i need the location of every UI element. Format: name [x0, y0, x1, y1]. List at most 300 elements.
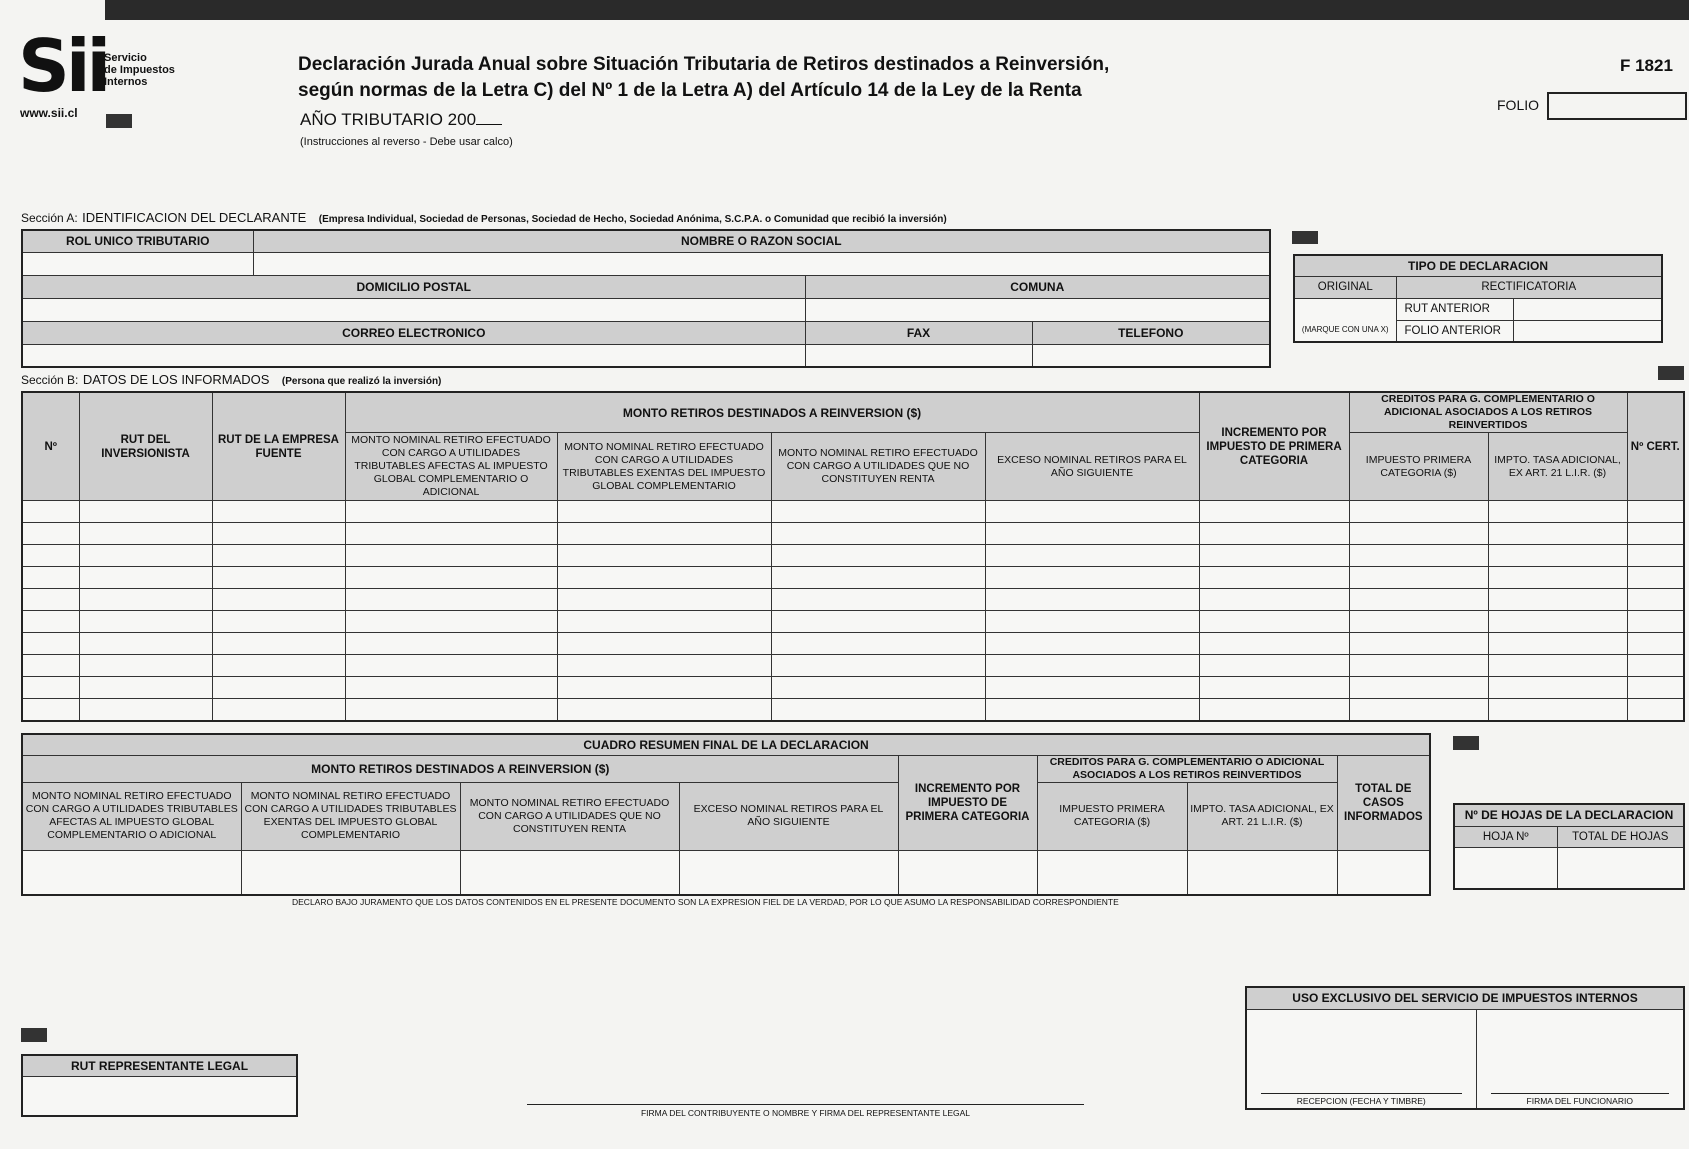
cell-input[interactable]: [348, 595, 555, 607]
table-cell[interactable]: [22, 699, 79, 721]
email-input[interactable]: [25, 350, 803, 362]
cell-input[interactable]: [82, 617, 210, 629]
rut-representante-label: RUT REPRESENTANTE LEGAL: [22, 1055, 297, 1076]
marker-block: [106, 114, 132, 128]
table-cell[interactable]: [771, 677, 985, 699]
resumen-value-input[interactable]: [244, 867, 458, 879]
table-cell[interactable]: [771, 611, 985, 633]
cell-input[interactable]: [1352, 617, 1486, 629]
resumen-table: [21, 733, 1431, 896]
phone-input[interactable]: [1035, 350, 1268, 362]
rectificatoria-option[interactable]: RECTIFICATORIA: [1396, 276, 1662, 298]
resumen-impuesto-primera: IMPUESTO PRIMERA CATEGORIA ($): [1037, 782, 1187, 850]
cell-input[interactable]: [25, 573, 77, 585]
cell-input[interactable]: [215, 507, 343, 519]
col-tasa-adicional: IMPTO. TASA ADICIONAL, EX ART. 21 L.I.R. ($): [1488, 433, 1627, 501]
cell-input[interactable]: [774, 617, 983, 629]
resumen-value-input[interactable]: [682, 867, 896, 879]
hoja-field[interactable]: [1454, 847, 1557, 889]
cell-input[interactable]: [1202, 639, 1347, 651]
cell-input[interactable]: [560, 507, 769, 519]
cell-input[interactable]: [25, 639, 77, 651]
rut-input[interactable]: [25, 259, 251, 271]
cell-input[interactable]: [1491, 595, 1625, 607]
cell-input[interactable]: [1352, 573, 1486, 585]
cell-input[interactable]: [560, 661, 769, 673]
cell-input[interactable]: [1352, 595, 1486, 607]
cell-input[interactable]: [1202, 617, 1347, 629]
cell-input[interactable]: [348, 683, 555, 695]
total-hojas-field[interactable]: [1557, 847, 1684, 889]
cell-input[interactable]: [988, 507, 1197, 519]
firma-funcionario-label: FIRMA DEL FUNCIONARIO: [1491, 1093, 1670, 1106]
table-cell[interactable]: [1349, 633, 1488, 655]
cell-input[interactable]: [215, 683, 343, 695]
signature-line[interactable]: [527, 1104, 1084, 1105]
cell-input[interactable]: [1352, 683, 1486, 695]
cell-input[interactable]: [560, 551, 769, 563]
table-cell[interactable]: [1199, 633, 1349, 655]
cell-input[interactable]: [1491, 551, 1625, 563]
cell-input[interactable]: [1352, 529, 1486, 541]
cell-input[interactable]: [560, 595, 769, 607]
cell-input[interactable]: [1491, 573, 1625, 585]
cell-input[interactable]: [1630, 661, 1682, 673]
fax-field[interactable]: [805, 344, 1032, 367]
cell-input[interactable]: [1630, 529, 1682, 541]
cell-input[interactable]: [1202, 573, 1347, 585]
cell-input[interactable]: [1202, 595, 1347, 607]
table-cell[interactable]: [212, 611, 345, 633]
cell-input[interactable]: [1630, 617, 1682, 629]
cell-input[interactable]: [348, 507, 555, 519]
rut-anterior-field[interactable]: [1513, 298, 1662, 320]
table-cell[interactable]: [79, 523, 212, 545]
cell-input[interactable]: [348, 661, 555, 673]
cell-input[interactable]: [1491, 704, 1625, 716]
cell-input[interactable]: [774, 683, 983, 695]
table-cell[interactable]: [1627, 545, 1684, 567]
table-cell[interactable]: [212, 523, 345, 545]
table-cell[interactable]: [22, 567, 79, 589]
cell-input[interactable]: [988, 551, 1197, 563]
table-cell[interactable]: [22, 501, 79, 523]
cell-input[interactable]: [560, 639, 769, 651]
table-cell[interactable]: [1199, 611, 1349, 633]
cell-input[interactable]: [215, 529, 343, 541]
table-cell[interactable]: [1349, 611, 1488, 633]
table-cell[interactable]: [985, 567, 1199, 589]
table-cell[interactable]: [771, 699, 985, 721]
table-cell[interactable]: [557, 589, 771, 611]
table-cell[interactable]: [1627, 633, 1684, 655]
resumen-value-input[interactable]: [463, 867, 677, 879]
folio-field[interactable]: [1547, 92, 1687, 120]
resumen-value-cell[interactable]: [898, 850, 1037, 895]
table-cell[interactable]: [1349, 545, 1488, 567]
cell-input[interactable]: [82, 573, 210, 585]
table-cell[interactable]: [79, 589, 212, 611]
table-cell[interactable]: [1488, 699, 1627, 721]
table-cell[interactable]: [771, 501, 985, 523]
total-hojas-input[interactable]: [1560, 863, 1682, 875]
col-incremento: INCREMENTO POR IMPUESTO DE PRIMERA CATEGORIA: [1199, 392, 1349, 501]
table-cell[interactable]: [22, 611, 79, 633]
col-rut-empresa: RUT DE LA EMPRESA FUENTE: [212, 392, 345, 501]
cell-input[interactable]: [988, 639, 1197, 651]
table-cell[interactable]: [1627, 611, 1684, 633]
table-cell[interactable]: [212, 545, 345, 567]
recepcion-label: RECEPCION (FECHA Y TIMBRE): [1261, 1093, 1462, 1106]
cell-input[interactable]: [25, 661, 77, 673]
cell-input[interactable]: [1202, 661, 1347, 673]
cell-input[interactable]: [560, 573, 769, 585]
cell-input[interactable]: [82, 704, 210, 716]
address-field[interactable]: [22, 298, 805, 321]
table-cell[interactable]: [985, 545, 1199, 567]
table-cell[interactable]: [1349, 677, 1488, 699]
cell-input[interactable]: [1630, 551, 1682, 563]
table-cell[interactable]: [345, 589, 557, 611]
table-cell[interactable]: [1349, 501, 1488, 523]
cell-input[interactable]: [1202, 704, 1347, 716]
cell-input[interactable]: [348, 704, 555, 716]
col-monto-no-renta: MONTO NOMINAL RETIRO EFECTUADO CON CARGO A UTILIDADES QUE NO CONSTITUYEN RENTA: [771, 433, 985, 501]
folio-anterior-input[interactable]: [1516, 326, 1660, 338]
table-cell[interactable]: [79, 677, 212, 699]
table-cell[interactable]: [212, 699, 345, 721]
table-cell[interactable]: [22, 523, 79, 545]
col-impuesto-primera: IMPUESTO PRIMERA CATEGORIA ($): [1349, 433, 1488, 501]
cell-input[interactable]: [215, 661, 343, 673]
table-cell[interactable]: [1349, 589, 1488, 611]
cell-input[interactable]: [25, 551, 77, 563]
cell-input[interactable]: [1352, 639, 1486, 651]
form-number: F 1821: [1620, 56, 1673, 75]
cell-input[interactable]: [25, 529, 77, 541]
section-a-table: [21, 229, 1271, 368]
cell-input[interactable]: [1491, 617, 1625, 629]
cell-input[interactable]: [348, 551, 555, 563]
resumen-creditos-group: CREDITOS PARA G. COMPLEMENTARIO O ADICIONAL ASOCIADOS A LOS RETIROS REINVERTIDOS: [1037, 755, 1337, 782]
resumen-value-cell[interactable]: [679, 850, 898, 895]
cell-input[interactable]: [988, 573, 1197, 585]
cell-input[interactable]: [560, 529, 769, 541]
cell-input[interactable]: [1352, 661, 1486, 673]
cell-input[interactable]: [215, 573, 343, 585]
table-cell[interactable]: [557, 523, 771, 545]
table-cell[interactable]: [345, 677, 557, 699]
table-cell[interactable]: [1488, 567, 1627, 589]
cell-input[interactable]: [988, 704, 1197, 716]
resumen-value-cell[interactable]: [460, 850, 679, 895]
tipo-title: TIPO DE DECLARACION: [1294, 255, 1662, 276]
table-cell[interactable]: [557, 611, 771, 633]
cell-input[interactable]: [774, 639, 983, 651]
table-cell[interactable]: [1627, 589, 1684, 611]
table-cell[interactable]: [557, 501, 771, 523]
section-a-heading: Sección A: IDENTIFICACION DEL DECLARANTE (Empresa Individual, Sociedad de Personas, Sociedad de Hecho, Sociedad Anónima, S.C.P.A. o Comunidad que recibió la inversión): [21, 210, 947, 225]
table-cell[interactable]: [1627, 677, 1684, 699]
resumen-value-input[interactable]: [1190, 867, 1335, 879]
cell-input[interactable]: [988, 661, 1197, 673]
cell-input[interactable]: [1491, 507, 1625, 519]
cell-input[interactable]: [560, 617, 769, 629]
table-cell[interactable]: [557, 677, 771, 699]
col-group-creditos: CREDITOS PARA G. COMPLEMENTARIO O ADICIONAL ASOCIADOS A LOS RETIROS REINVERTIDOS: [1349, 392, 1627, 433]
table-cell[interactable]: [1488, 655, 1627, 677]
cell-input[interactable]: [348, 617, 555, 629]
phone-label: TELEFONO: [1032, 321, 1270, 344]
cell-input[interactable]: [1202, 507, 1347, 519]
table-cell[interactable]: [985, 677, 1199, 699]
table-cell[interactable]: [1349, 567, 1488, 589]
table-cell[interactable]: [79, 655, 212, 677]
comuna-field[interactable]: [805, 298, 1270, 321]
table-cell[interactable]: [22, 589, 79, 611]
cell-input[interactable]: [774, 507, 983, 519]
resumen-values-row: [22, 850, 1430, 895]
table-cell[interactable]: [557, 633, 771, 655]
table-cell[interactable]: [79, 545, 212, 567]
table-cell[interactable]: [212, 567, 345, 589]
declaration-text: DECLARO BAJO JURAMENTO QUE LOS DATOS CONTENIDOS EN EL PRESENTE DOCUMENTO SON LA EXPRESION FIEL DE LA VERDAD, POR LO QUE ASUMO LA RESPONSABILIDAD CORRESPONDIENTE: [292, 897, 1119, 907]
table-cell[interactable]: [1488, 677, 1627, 699]
table-cell[interactable]: [985, 501, 1199, 523]
name-input[interactable]: [256, 259, 1268, 271]
table-cell[interactable]: [79, 501, 212, 523]
cell-input[interactable]: [348, 639, 555, 651]
table-cell[interactable]: [1488, 589, 1627, 611]
cell-input[interactable]: [82, 529, 210, 541]
table-cell[interactable]: [212, 501, 345, 523]
fax-label: FAX: [805, 321, 1032, 344]
cell-input[interactable]: [25, 617, 77, 629]
table-cell[interactable]: [1199, 545, 1349, 567]
table-cell[interactable]: [1488, 611, 1627, 633]
folio-input[interactable]: [1549, 94, 1685, 118]
signature-label: FIRMA DEL CONTRIBUYENTE O NOMBRE Y FIRMA DEL REPRESENTANTE LEGAL: [640, 1108, 971, 1118]
cell-input[interactable]: [215, 639, 343, 651]
table-cell[interactable]: [212, 655, 345, 677]
table-cell[interactable]: [771, 523, 985, 545]
resumen-total: TOTAL DE CASOS INFORMADOS: [1337, 755, 1430, 850]
cell-input[interactable]: [215, 595, 343, 607]
folio-label: FOLIO: [1497, 97, 1540, 113]
table-cell[interactable]: [345, 611, 557, 633]
table-cell[interactable]: [79, 633, 212, 655]
cell-input[interactable]: [1491, 661, 1625, 673]
cell-input[interactable]: [1491, 529, 1625, 541]
cell-input[interactable]: [988, 683, 1197, 695]
cell-input[interactable]: [774, 551, 983, 563]
rut-anterior-input[interactable]: [1516, 304, 1660, 316]
hoja-input[interactable]: [1457, 863, 1555, 875]
resumen-value-input[interactable]: [1340, 867, 1428, 879]
table-cell[interactable]: [1199, 589, 1349, 611]
recepcion-box[interactable]: [1246, 1009, 1476, 1109]
cell-input[interactable]: [1352, 507, 1486, 519]
table-row: [22, 589, 1684, 611]
table-cell[interactable]: [1627, 567, 1684, 589]
cell-input[interactable]: [82, 551, 210, 563]
address-label: DOMICILIO POSTAL: [22, 275, 805, 298]
cell-input[interactable]: [348, 573, 555, 585]
cell-input[interactable]: [82, 683, 210, 695]
cell-input[interactable]: [988, 617, 1197, 629]
resumen-value-cell[interactable]: [241, 850, 460, 895]
table-cell[interactable]: [771, 633, 985, 655]
cell-input[interactable]: [348, 529, 555, 541]
cell-input[interactable]: [774, 661, 983, 673]
cell-input[interactable]: [774, 573, 983, 585]
cell-input[interactable]: [560, 683, 769, 695]
table-cell[interactable]: [345, 523, 557, 545]
marker-block: [1658, 366, 1684, 380]
table-cell[interactable]: [22, 655, 79, 677]
comuna-input[interactable]: [808, 305, 1268, 317]
resumen-value-input[interactable]: [25, 867, 239, 879]
resumen-value-input[interactable]: [901, 867, 1035, 879]
table-cell[interactable]: [79, 567, 212, 589]
cell-input[interactable]: [82, 595, 210, 607]
table-cell[interactable]: [1488, 545, 1627, 567]
table-cell[interactable]: [1199, 523, 1349, 545]
resumen-value-cell[interactable]: [1037, 850, 1187, 895]
table-cell[interactable]: [22, 633, 79, 655]
table-cell[interactable]: [771, 567, 985, 589]
table-cell[interactable]: [1488, 633, 1627, 655]
table-cell[interactable]: [985, 633, 1199, 655]
resumen-monto-afectas: MONTO NOMINAL RETIRO EFECTUADO CON CARGO A UTILIDADES TRIBUTABLES AFECTAS AL IMPUESTO GLOBAL COMPLEMENTARIO O ADICIONAL: [22, 782, 241, 850]
table-cell[interactable]: [771, 655, 985, 677]
cell-input[interactable]: [215, 704, 343, 716]
table-cell[interactable]: [1627, 699, 1684, 721]
table-cell[interactable]: [1627, 523, 1684, 545]
firma-funcionario-box[interactable]: [1476, 1009, 1684, 1109]
table-row: [22, 545, 1684, 567]
table-cell[interactable]: [557, 567, 771, 589]
table-cell[interactable]: [345, 545, 557, 567]
table-cell[interactable]: [22, 545, 79, 567]
table-cell[interactable]: [1199, 699, 1349, 721]
table-cell[interactable]: [557, 699, 771, 721]
cell-input[interactable]: [1491, 683, 1625, 695]
table-cell[interactable]: [345, 655, 557, 677]
rut-representante-field[interactable]: [22, 1076, 297, 1116]
section-b-heading: Sección B: DATOS DE LOS INFORMADOS (Persona que realizó la inversión): [21, 372, 442, 387]
cell-input[interactable]: [1352, 704, 1486, 716]
email-field[interactable]: [22, 344, 805, 367]
address-input[interactable]: [25, 305, 803, 317]
table-cell[interactable]: [345, 567, 557, 589]
name-label: NOMBRE O RAZON SOCIAL: [253, 230, 1270, 252]
table-cell[interactable]: [985, 699, 1199, 721]
table-cell[interactable]: [212, 633, 345, 655]
table-cell[interactable]: [1199, 677, 1349, 699]
cell-input[interactable]: [560, 704, 769, 716]
table-cell[interactable]: [345, 699, 557, 721]
table-cell[interactable]: [22, 677, 79, 699]
cell-input[interactable]: [1630, 704, 1682, 716]
cell-input[interactable]: [25, 595, 77, 607]
table-cell[interactable]: [985, 523, 1199, 545]
cell-input[interactable]: [1352, 551, 1486, 563]
table-cell[interactable]: [1627, 501, 1684, 523]
table-cell[interactable]: [1488, 523, 1627, 545]
cell-input[interactable]: [82, 661, 210, 673]
resumen-value-cell[interactable]: [22, 850, 241, 895]
table-cell[interactable]: [771, 589, 985, 611]
cell-input[interactable]: [215, 551, 343, 563]
table-cell[interactable]: [1199, 501, 1349, 523]
name-field[interactable]: [253, 252, 1270, 275]
phone-field[interactable]: [1032, 344, 1270, 367]
table-cell[interactable]: [1627, 655, 1684, 677]
cell-input[interactable]: [25, 704, 77, 716]
cell-input[interactable]: [1630, 507, 1682, 519]
cell-input[interactable]: [1202, 529, 1347, 541]
cell-input[interactable]: [774, 704, 983, 716]
cell-input[interactable]: [988, 529, 1197, 541]
resumen-value-input[interactable]: [1040, 867, 1185, 879]
cell-input[interactable]: [215, 617, 343, 629]
cell-input[interactable]: [1202, 551, 1347, 563]
cell-input[interactable]: [774, 595, 983, 607]
table-cell[interactable]: [1349, 699, 1488, 721]
table-cell[interactable]: [557, 545, 771, 567]
cell-input[interactable]: [1630, 573, 1682, 585]
cell-input[interactable]: [774, 529, 983, 541]
table-cell[interactable]: [1199, 567, 1349, 589]
cell-input[interactable]: [25, 683, 77, 695]
cell-input[interactable]: [1491, 639, 1625, 651]
table-cell[interactable]: [985, 655, 1199, 677]
cell-input[interactable]: [1202, 683, 1347, 695]
table-cell[interactable]: [79, 611, 212, 633]
table-cell[interactable]: [79, 699, 212, 721]
table-cell[interactable]: [345, 633, 557, 655]
table-cell[interactable]: [557, 655, 771, 677]
rut-representante-input[interactable]: [25, 1091, 294, 1103]
cell-input[interactable]: [82, 507, 210, 519]
cell-input[interactable]: [1630, 639, 1682, 651]
cell-input[interactable]: [25, 507, 77, 519]
resumen-value-cell[interactable]: [1187, 850, 1337, 895]
folio-anterior-field[interactable]: [1513, 320, 1662, 342]
fax-input[interactable]: [808, 350, 1030, 362]
cell-input[interactable]: [82, 639, 210, 651]
comuna-label: COMUNA: [805, 275, 1270, 298]
table-cell[interactable]: [1488, 501, 1627, 523]
cell-input[interactable]: [1630, 595, 1682, 607]
resumen-value-cell[interactable]: [1337, 850, 1430, 895]
cell-input[interactable]: [988, 595, 1197, 607]
cell-input[interactable]: [1630, 683, 1682, 695]
table-cell[interactable]: [1349, 655, 1488, 677]
table-cell[interactable]: [771, 545, 985, 567]
table-cell[interactable]: [1349, 523, 1488, 545]
table-cell[interactable]: [985, 611, 1199, 633]
original-option[interactable]: ORIGINAL: [1294, 276, 1396, 298]
table-cell[interactable]: [985, 589, 1199, 611]
rut-field[interactable]: [22, 252, 253, 275]
tipo-declaracion-table: [1293, 254, 1663, 343]
table-cell[interactable]: [345, 501, 557, 523]
table-cell[interactable]: [1199, 655, 1349, 677]
table-cell[interactable]: [212, 677, 345, 699]
table-cell[interactable]: [212, 589, 345, 611]
